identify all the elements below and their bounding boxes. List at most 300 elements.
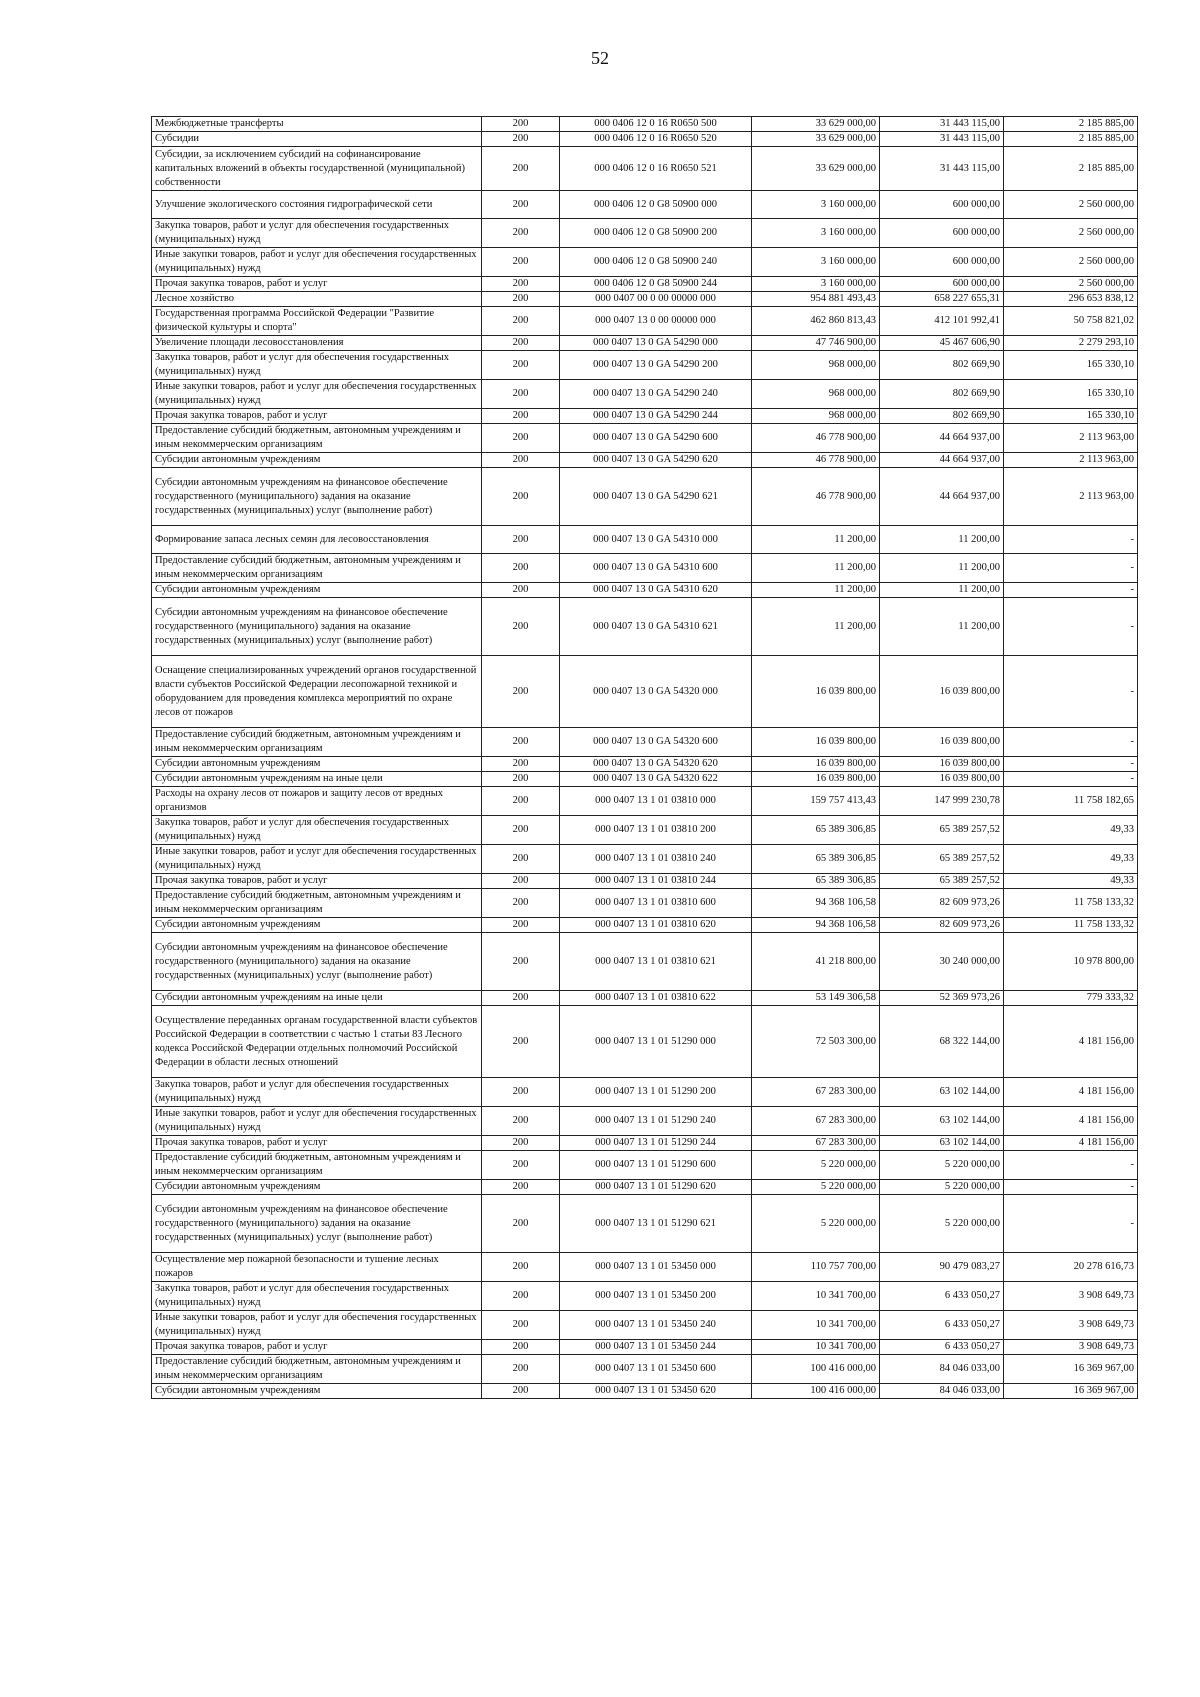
row-kbk-cell: 000 0407 13 0 GA 54310 620 <box>560 583 752 598</box>
row-kbk-cell: 000 0407 13 1 01 53450 000 <box>560 1253 752 1282</box>
row-approved-cell: 11 200,00 <box>752 526 880 554</box>
row-code-cell: 200 <box>482 816 560 845</box>
row-unexecuted-cell: - <box>1004 772 1138 787</box>
row-name-cell: Закупка товаров, работ и услуг для обеспечения государственных (муниципальных) нужд <box>152 1282 482 1311</box>
row-kbk-cell: 000 0407 13 1 01 53450 600 <box>560 1355 752 1384</box>
row-unexecuted-cell: 2 113 963,00 <box>1004 453 1138 468</box>
row-name-cell: Прочая закупка товаров, работ и услуг <box>152 874 482 889</box>
row-kbk-cell: 000 0406 12 0 G8 50900 244 <box>560 277 752 292</box>
row-code-cell: 200 <box>482 424 560 453</box>
table-row <box>152 845 1138 874</box>
row-executed-cell: 90 479 083,27 <box>880 1253 1004 1282</box>
row-unexecuted-cell: 49,33 <box>1004 874 1138 889</box>
row-kbk-cell: 000 0407 13 1 01 03810 622 <box>560 991 752 1006</box>
row-unexecuted-cell: 4 181 156,00 <box>1004 1107 1138 1136</box>
row-approved-cell: 968 000,00 <box>752 380 880 409</box>
row-kbk-cell: 000 0407 13 1 01 03810 620 <box>560 918 752 933</box>
row-approved-cell: 72 503 300,00 <box>752 1006 880 1078</box>
row-approved-cell: 16 039 800,00 <box>752 656 880 728</box>
row-kbk-cell: 000 0407 13 1 01 03810 244 <box>560 874 752 889</box>
row-kbk-cell: 000 0407 13 1 01 03810 240 <box>560 845 752 874</box>
row-kbk-cell: 000 0407 13 1 01 53450 200 <box>560 1282 752 1311</box>
row-name-cell: Иные закупки товаров, работ и услуг для обеспечения государственных (муниципальных) нужд <box>152 248 482 277</box>
row-name-cell: Закупка товаров, работ и услуг для обеспечения государственных (муниципальных) нужд <box>152 1078 482 1107</box>
row-approved-cell: 968 000,00 <box>752 409 880 424</box>
row-kbk-cell: 000 0406 12 0 16 R0650 521 <box>560 147 752 191</box>
row-kbk-cell: 000 0407 13 1 01 51290 244 <box>560 1136 752 1151</box>
row-unexecuted-cell: 2 560 000,00 <box>1004 248 1138 277</box>
row-executed-cell: 31 443 115,00 <box>880 117 1004 132</box>
row-code-cell: 200 <box>482 132 560 147</box>
table-row <box>152 656 1138 728</box>
row-name-cell: Расходы на охрану лесов от пожаров и защиту лесов от вредных организмов <box>152 787 482 816</box>
row-name-cell: Предоставление субсидий бюджетным, автономным учреждениям и иным некоммерческим организациям <box>152 1355 482 1384</box>
table-row <box>152 147 1138 191</box>
budget-execution-table <box>151 116 1138 1399</box>
row-name-cell: Прочая закупка товаров, работ и услуг <box>152 1340 482 1355</box>
row-name-cell: Предоставление субсидий бюджетным, автономным учреждениям и иным некоммерческим организациям <box>152 1151 482 1180</box>
row-name-cell: Субсидии автономным учреждениям <box>152 453 482 468</box>
row-executed-cell: 84 046 033,00 <box>880 1355 1004 1384</box>
row-code-cell: 200 <box>482 117 560 132</box>
table-row <box>152 132 1138 147</box>
table-row <box>152 526 1138 554</box>
row-approved-cell: 65 389 306,85 <box>752 816 880 845</box>
table-row <box>152 1006 1138 1078</box>
row-kbk-cell: 000 0407 13 0 GA 54320 622 <box>560 772 752 787</box>
row-executed-cell: 65 389 257,52 <box>880 845 1004 874</box>
row-unexecuted-cell: - <box>1004 656 1138 728</box>
row-kbk-cell: 000 0406 12 0 16 R0650 520 <box>560 132 752 147</box>
row-approved-cell: 47 746 900,00 <box>752 336 880 351</box>
table-row <box>152 757 1138 772</box>
row-unexecuted-cell: 10 978 800,00 <box>1004 933 1138 991</box>
row-code-cell: 200 <box>482 526 560 554</box>
table-row <box>152 1136 1138 1151</box>
row-code-cell: 200 <box>482 554 560 583</box>
table-row <box>152 772 1138 787</box>
row-unexecuted-cell: 3 908 649,73 <box>1004 1340 1138 1355</box>
row-executed-cell: 44 664 937,00 <box>880 453 1004 468</box>
row-kbk-cell: 000 0407 13 0 GA 54290 240 <box>560 380 752 409</box>
row-name-cell: Субсидии автономным учреждениям на иные цели <box>152 772 482 787</box>
row-unexecuted-cell: 50 758 821,02 <box>1004 307 1138 336</box>
row-approved-cell: 65 389 306,85 <box>752 874 880 889</box>
row-approved-cell: 110 757 700,00 <box>752 1253 880 1282</box>
table-row <box>152 933 1138 991</box>
row-approved-cell: 11 200,00 <box>752 583 880 598</box>
row-unexecuted-cell: 779 333,32 <box>1004 991 1138 1006</box>
row-name-cell: Иные закупки товаров, работ и услуг для обеспечения государственных (муниципальных) нужд <box>152 1107 482 1136</box>
row-approved-cell: 16 039 800,00 <box>752 772 880 787</box>
table-row <box>152 292 1138 307</box>
row-executed-cell: 82 609 973,26 <box>880 889 1004 918</box>
table-row <box>152 1282 1138 1311</box>
row-kbk-cell: 000 0407 13 0 GA 54290 000 <box>560 336 752 351</box>
row-approved-cell: 65 389 306,85 <box>752 845 880 874</box>
row-code-cell: 200 <box>482 351 560 380</box>
row-approved-cell: 100 416 000,00 <box>752 1355 880 1384</box>
row-name-cell: Субсидии автономным учреждениям на финансовое обеспечение государственного (муниципального) задания на оказание государственных (муниципальных) услуг (выполнение работ) <box>152 1195 482 1253</box>
row-name-cell: Субсидии автономным учреждениям <box>152 583 482 598</box>
row-executed-cell: 63 102 144,00 <box>880 1136 1004 1151</box>
row-name-cell: Субсидии автономным учреждениям на иные цели <box>152 991 482 1006</box>
row-code-cell: 200 <box>482 1340 560 1355</box>
row-executed-cell: 802 669,90 <box>880 409 1004 424</box>
table-row <box>152 889 1138 918</box>
row-code-cell: 200 <box>482 598 560 656</box>
table-row <box>152 1180 1138 1195</box>
row-name-cell: Формирование запаса лесных семян для лесовосстановления <box>152 526 482 554</box>
row-executed-cell: 600 000,00 <box>880 219 1004 248</box>
row-name-cell: Лесное хозяйство <box>152 292 482 307</box>
row-name-cell: Субсидии, за исключением субсидий на софинансирование капитальных вложений в объекты государственной (муниципальной) собственности <box>152 147 482 191</box>
row-kbk-cell: 000 0406 12 0 G8 50900 240 <box>560 248 752 277</box>
row-unexecuted-cell: 2 113 963,00 <box>1004 468 1138 526</box>
row-unexecuted-cell: 2 560 000,00 <box>1004 277 1138 292</box>
row-unexecuted-cell: 16 369 967,00 <box>1004 1384 1138 1399</box>
row-approved-cell: 10 341 700,00 <box>752 1311 880 1340</box>
row-name-cell: Субсидии автономным учреждениям <box>152 918 482 933</box>
table-row <box>152 277 1138 292</box>
row-code-cell: 200 <box>482 918 560 933</box>
row-executed-cell: 31 443 115,00 <box>880 147 1004 191</box>
table-row <box>152 874 1138 889</box>
row-approved-cell: 11 200,00 <box>752 554 880 583</box>
row-code-cell: 200 <box>482 845 560 874</box>
row-kbk-cell: 000 0407 13 0 GA 54290 621 <box>560 468 752 526</box>
row-code-cell: 200 <box>482 147 560 191</box>
row-code-cell: 200 <box>482 453 560 468</box>
row-executed-cell: 600 000,00 <box>880 248 1004 277</box>
row-kbk-cell: 000 0407 13 0 GA 54310 600 <box>560 554 752 583</box>
row-approved-cell: 67 283 300,00 <box>752 1078 880 1107</box>
row-kbk-cell: 000 0407 00 0 00 00000 000 <box>560 292 752 307</box>
row-name-cell: Осуществление переданных органам государственной власти субъектов Российской Федерации в соответствии с частью 1 статьи 83 Лесного кодекса Российской Федерации отдельных полномочий Российской Федерации в области лесных отношений <box>152 1006 482 1078</box>
row-approved-cell: 159 757 413,43 <box>752 787 880 816</box>
row-unexecuted-cell: 2 560 000,00 <box>1004 219 1138 248</box>
row-unexecuted-cell: 165 330,10 <box>1004 380 1138 409</box>
table-row <box>152 307 1138 336</box>
row-kbk-cell: 000 0407 13 1 01 53450 240 <box>560 1311 752 1340</box>
row-code-cell: 200 <box>482 1136 560 1151</box>
row-approved-cell: 10 341 700,00 <box>752 1340 880 1355</box>
table-row <box>152 117 1138 132</box>
row-unexecuted-cell: 165 330,10 <box>1004 409 1138 424</box>
row-kbk-cell: 000 0407 13 0 GA 54310 621 <box>560 598 752 656</box>
row-code-cell: 200 <box>482 656 560 728</box>
row-code-cell: 200 <box>482 277 560 292</box>
row-approved-cell: 10 341 700,00 <box>752 1282 880 1311</box>
row-approved-cell: 94 368 106,58 <box>752 889 880 918</box>
row-executed-cell: 6 433 050,27 <box>880 1311 1004 1340</box>
row-executed-cell: 65 389 257,52 <box>880 874 1004 889</box>
row-unexecuted-cell: 4 181 156,00 <box>1004 1078 1138 1107</box>
row-name-cell: Улучшение экологического состояния гидрографической сети <box>152 191 482 219</box>
row-code-cell: 200 <box>482 1355 560 1384</box>
row-unexecuted-cell: 49,33 <box>1004 816 1138 845</box>
row-unexecuted-cell: 165 330,10 <box>1004 351 1138 380</box>
table-row <box>152 409 1138 424</box>
row-unexecuted-cell: 2 185 885,00 <box>1004 147 1138 191</box>
row-executed-cell: 68 322 144,00 <box>880 1006 1004 1078</box>
row-name-cell: Субсидии автономным учреждениям на финансовое обеспечение государственного (муниципального) задания на оказание государственных (муниципальных) услуг (выполнение работ) <box>152 933 482 991</box>
table-row <box>152 787 1138 816</box>
row-approved-cell: 3 160 000,00 <box>752 191 880 219</box>
row-approved-cell: 462 860 813,43 <box>752 307 880 336</box>
row-unexecuted-cell: 2 185 885,00 <box>1004 117 1138 132</box>
row-kbk-cell: 000 0406 12 0 G8 50900 200 <box>560 219 752 248</box>
row-kbk-cell: 000 0407 13 0 GA 54320 000 <box>560 656 752 728</box>
row-unexecuted-cell: 2 113 963,00 <box>1004 424 1138 453</box>
row-executed-cell: 30 240 000,00 <box>880 933 1004 991</box>
row-approved-cell: 100 416 000,00 <box>752 1384 880 1399</box>
page-number: 52 <box>591 48 609 68</box>
table-row <box>152 1311 1138 1340</box>
row-unexecuted-cell: 11 758 133,32 <box>1004 918 1138 933</box>
row-name-cell: Государственная программа Российской Федерации "Развитие физической культуры и спорта" <box>152 307 482 336</box>
row-executed-cell: 16 039 800,00 <box>880 656 1004 728</box>
row-unexecuted-cell: 11 758 133,32 <box>1004 889 1138 918</box>
row-kbk-cell: 000 0407 13 1 01 51290 240 <box>560 1107 752 1136</box>
row-unexecuted-cell: - <box>1004 1180 1138 1195</box>
row-executed-cell: 5 220 000,00 <box>880 1195 1004 1253</box>
row-name-cell: Субсидии <box>152 132 482 147</box>
row-code-cell: 200 <box>482 292 560 307</box>
row-approved-cell: 67 283 300,00 <box>752 1136 880 1151</box>
row-name-cell: Увеличение площади лесовосстановления <box>152 336 482 351</box>
table-row <box>152 1151 1138 1180</box>
table-row <box>152 1340 1138 1355</box>
row-kbk-cell: 000 0407 13 0 GA 54290 244 <box>560 409 752 424</box>
row-code-cell: 200 <box>482 380 560 409</box>
row-code-cell: 200 <box>482 933 560 991</box>
row-kbk-cell: 000 0407 13 0 GA 54290 200 <box>560 351 752 380</box>
row-code-cell: 200 <box>482 583 560 598</box>
row-executed-cell: 11 200,00 <box>880 526 1004 554</box>
row-kbk-cell: 000 0407 13 0 GA 54310 000 <box>560 526 752 554</box>
row-code-cell: 200 <box>482 307 560 336</box>
row-approved-cell: 16 039 800,00 <box>752 728 880 757</box>
row-executed-cell: 84 046 033,00 <box>880 1384 1004 1399</box>
row-code-cell: 200 <box>482 889 560 918</box>
table-row <box>152 336 1138 351</box>
row-name-cell: Прочая закупка товаров, работ и услуг <box>152 409 482 424</box>
table-row <box>152 191 1138 219</box>
row-executed-cell: 11 200,00 <box>880 583 1004 598</box>
row-approved-cell: 3 160 000,00 <box>752 219 880 248</box>
row-kbk-cell: 000 0407 13 1 01 51290 620 <box>560 1180 752 1195</box>
table-row <box>152 248 1138 277</box>
table-row <box>152 468 1138 526</box>
row-executed-cell: 6 433 050,27 <box>880 1340 1004 1355</box>
row-approved-cell: 5 220 000,00 <box>752 1180 880 1195</box>
row-unexecuted-cell: 296 653 838,12 <box>1004 292 1138 307</box>
row-code-cell: 200 <box>482 1253 560 1282</box>
table-row <box>152 991 1138 1006</box>
row-executed-cell: 802 669,90 <box>880 380 1004 409</box>
table-row <box>152 1195 1138 1253</box>
table-row <box>152 424 1138 453</box>
row-approved-cell: 5 220 000,00 <box>752 1151 880 1180</box>
row-name-cell: Субсидии автономным учреждениям <box>152 757 482 772</box>
row-code-cell: 200 <box>482 1195 560 1253</box>
row-name-cell: Закупка товаров, работ и услуг для обеспечения государственных (муниципальных) нужд <box>152 351 482 380</box>
row-executed-cell: 65 389 257,52 <box>880 816 1004 845</box>
row-code-cell: 200 <box>482 468 560 526</box>
row-kbk-cell: 000 0406 12 0 G8 50900 000 <box>560 191 752 219</box>
row-executed-cell: 412 101 992,41 <box>880 307 1004 336</box>
row-name-cell: Закупка товаров, работ и услуг для обеспечения государственных (муниципальных) нужд <box>152 219 482 248</box>
row-name-cell: Предоставление субсидий бюджетным, автономным учреждениям и иным некоммерческим организациям <box>152 728 482 757</box>
row-name-cell: Межбюджетные трансферты <box>152 117 482 132</box>
row-unexecuted-cell: 49,33 <box>1004 845 1138 874</box>
row-executed-cell: 52 369 973,26 <box>880 991 1004 1006</box>
row-executed-cell: 600 000,00 <box>880 277 1004 292</box>
row-executed-cell: 658 227 655,31 <box>880 292 1004 307</box>
row-unexecuted-cell: 4 181 156,00 <box>1004 1006 1138 1078</box>
row-executed-cell: 63 102 144,00 <box>880 1107 1004 1136</box>
table-row <box>152 1253 1138 1282</box>
row-unexecuted-cell: 16 369 967,00 <box>1004 1355 1138 1384</box>
row-unexecuted-cell: 3 908 649,73 <box>1004 1282 1138 1311</box>
row-approved-cell: 67 283 300,00 <box>752 1107 880 1136</box>
table-row <box>152 1107 1138 1136</box>
row-approved-cell: 94 368 106,58 <box>752 918 880 933</box>
row-kbk-cell: 000 0407 13 0 GA 54320 600 <box>560 728 752 757</box>
row-unexecuted-cell: - <box>1004 526 1138 554</box>
row-code-cell: 200 <box>482 1151 560 1180</box>
row-executed-cell: 44 664 937,00 <box>880 424 1004 453</box>
row-code-cell: 200 <box>482 757 560 772</box>
row-kbk-cell: 000 0407 13 1 01 03810 621 <box>560 933 752 991</box>
row-approved-cell: 3 160 000,00 <box>752 277 880 292</box>
row-kbk-cell: 000 0407 13 1 01 51290 600 <box>560 1151 752 1180</box>
table-row <box>152 1078 1138 1107</box>
row-kbk-cell: 000 0407 13 1 01 03810 200 <box>560 816 752 845</box>
table-row <box>152 918 1138 933</box>
row-kbk-cell: 000 0407 13 0 00 00000 000 <box>560 307 752 336</box>
table-row <box>152 554 1138 583</box>
row-unexecuted-cell: - <box>1004 554 1138 583</box>
row-executed-cell: 5 220 000,00 <box>880 1151 1004 1180</box>
row-name-cell: Субсидии автономным учреждениям на финансовое обеспечение государственного (муниципального) задания на оказание государственных (муниципальных) услуг (выполнение работ) <box>152 598 482 656</box>
row-name-cell: Субсидии автономным учреждениям <box>152 1384 482 1399</box>
row-approved-cell: 968 000,00 <box>752 351 880 380</box>
row-name-cell: Иные закупки товаров, работ и услуг для обеспечения государственных (муниципальных) нужд <box>152 845 482 874</box>
row-executed-cell: 600 000,00 <box>880 191 1004 219</box>
row-unexecuted-cell: - <box>1004 1195 1138 1253</box>
row-name-cell: Предоставление субсидий бюджетным, автономным учреждениям и иным некоммерческим организациям <box>152 889 482 918</box>
row-code-cell: 200 <box>482 1006 560 1078</box>
row-kbk-cell: 000 0406 12 0 16 R0650 500 <box>560 117 752 132</box>
row-name-cell: Предоставление субсидий бюджетным, автономным учреждениям и иным некоммерческим организациям <box>152 424 482 453</box>
table-body <box>152 117 1138 1399</box>
row-unexecuted-cell: 3 908 649,73 <box>1004 1311 1138 1340</box>
row-unexecuted-cell: 11 758 182,65 <box>1004 787 1138 816</box>
row-code-cell: 200 <box>482 1107 560 1136</box>
table-row <box>152 380 1138 409</box>
row-code-cell: 200 <box>482 1282 560 1311</box>
row-approved-cell: 33 629 000,00 <box>752 132 880 147</box>
row-unexecuted-cell: - <box>1004 583 1138 598</box>
row-executed-cell: 16 039 800,00 <box>880 772 1004 787</box>
row-code-cell: 200 <box>482 336 560 351</box>
row-kbk-cell: 000 0407 13 1 01 53450 620 <box>560 1384 752 1399</box>
row-code-cell: 200 <box>482 1311 560 1340</box>
row-approved-cell: 46 778 900,00 <box>752 453 880 468</box>
row-approved-cell: 53 149 306,58 <box>752 991 880 1006</box>
row-unexecuted-cell: 20 278 616,73 <box>1004 1253 1138 1282</box>
row-approved-cell: 954 881 493,43 <box>752 292 880 307</box>
row-name-cell: Закупка товаров, работ и услуг для обеспечения государственных (муниципальных) нужд <box>152 816 482 845</box>
row-name-cell: Оснащение специализированных учреждений органов государственной власти субъектов Российской Федерации лесопожарной техникой и оборудованием для проведения комплекса мероприятий по охране лесов от пожаров <box>152 656 482 728</box>
row-name-cell: Субсидии автономным учреждениям <box>152 1180 482 1195</box>
row-code-cell: 200 <box>482 772 560 787</box>
row-code-cell: 200 <box>482 409 560 424</box>
row-executed-cell: 11 200,00 <box>880 598 1004 656</box>
table-row <box>152 1384 1138 1399</box>
row-unexecuted-cell: - <box>1004 1151 1138 1180</box>
row-executed-cell: 6 433 050,27 <box>880 1282 1004 1311</box>
row-approved-cell: 46 778 900,00 <box>752 424 880 453</box>
row-executed-cell: 147 999 230,78 <box>880 787 1004 816</box>
row-approved-cell: 11 200,00 <box>752 598 880 656</box>
row-approved-cell: 46 778 900,00 <box>752 468 880 526</box>
row-code-cell: 200 <box>482 219 560 248</box>
row-unexecuted-cell: 2 560 000,00 <box>1004 191 1138 219</box>
row-approved-cell: 33 629 000,00 <box>752 147 880 191</box>
row-kbk-cell: 000 0407 13 1 01 51290 200 <box>560 1078 752 1107</box>
row-unexecuted-cell: 4 181 156,00 <box>1004 1136 1138 1151</box>
row-executed-cell: 45 467 606,90 <box>880 336 1004 351</box>
row-approved-cell: 5 220 000,00 <box>752 1195 880 1253</box>
table-row <box>152 351 1138 380</box>
row-unexecuted-cell: - <box>1004 757 1138 772</box>
row-kbk-cell: 000 0407 13 0 GA 54290 600 <box>560 424 752 453</box>
row-approved-cell: 3 160 000,00 <box>752 248 880 277</box>
table-row <box>152 728 1138 757</box>
row-code-cell: 200 <box>482 1180 560 1195</box>
row-name-cell: Предоставление субсидий бюджетным, автономным учреждениям и иным некоммерческим организациям <box>152 554 482 583</box>
row-kbk-cell: 000 0407 13 1 01 03810 600 <box>560 889 752 918</box>
row-unexecuted-cell: - <box>1004 728 1138 757</box>
row-executed-cell: 5 220 000,00 <box>880 1180 1004 1195</box>
row-kbk-cell: 000 0407 13 0 GA 54290 620 <box>560 453 752 468</box>
row-unexecuted-cell: - <box>1004 598 1138 656</box>
row-executed-cell: 63 102 144,00 <box>880 1078 1004 1107</box>
row-executed-cell: 16 039 800,00 <box>880 757 1004 772</box>
row-name-cell: Иные закупки товаров, работ и услуг для обеспечения государственных (муниципальных) нужд <box>152 1311 482 1340</box>
table-row <box>152 583 1138 598</box>
row-kbk-cell: 000 0407 13 1 01 51290 000 <box>560 1006 752 1078</box>
row-name-cell: Прочая закупка товаров, работ и услуг <box>152 277 482 292</box>
row-code-cell: 200 <box>482 248 560 277</box>
table-row <box>152 219 1138 248</box>
row-executed-cell: 802 669,90 <box>880 351 1004 380</box>
row-code-cell: 200 <box>482 728 560 757</box>
row-kbk-cell: 000 0407 13 1 01 53450 244 <box>560 1340 752 1355</box>
row-code-cell: 200 <box>482 874 560 889</box>
row-unexecuted-cell: 2 279 293,10 <box>1004 336 1138 351</box>
table-row <box>152 816 1138 845</box>
row-executed-cell: 82 609 973,26 <box>880 918 1004 933</box>
row-kbk-cell: 000 0407 13 1 01 03810 000 <box>560 787 752 816</box>
table-row <box>152 1355 1138 1384</box>
row-code-cell: 200 <box>482 191 560 219</box>
row-executed-cell: 11 200,00 <box>880 554 1004 583</box>
row-executed-cell: 16 039 800,00 <box>880 728 1004 757</box>
